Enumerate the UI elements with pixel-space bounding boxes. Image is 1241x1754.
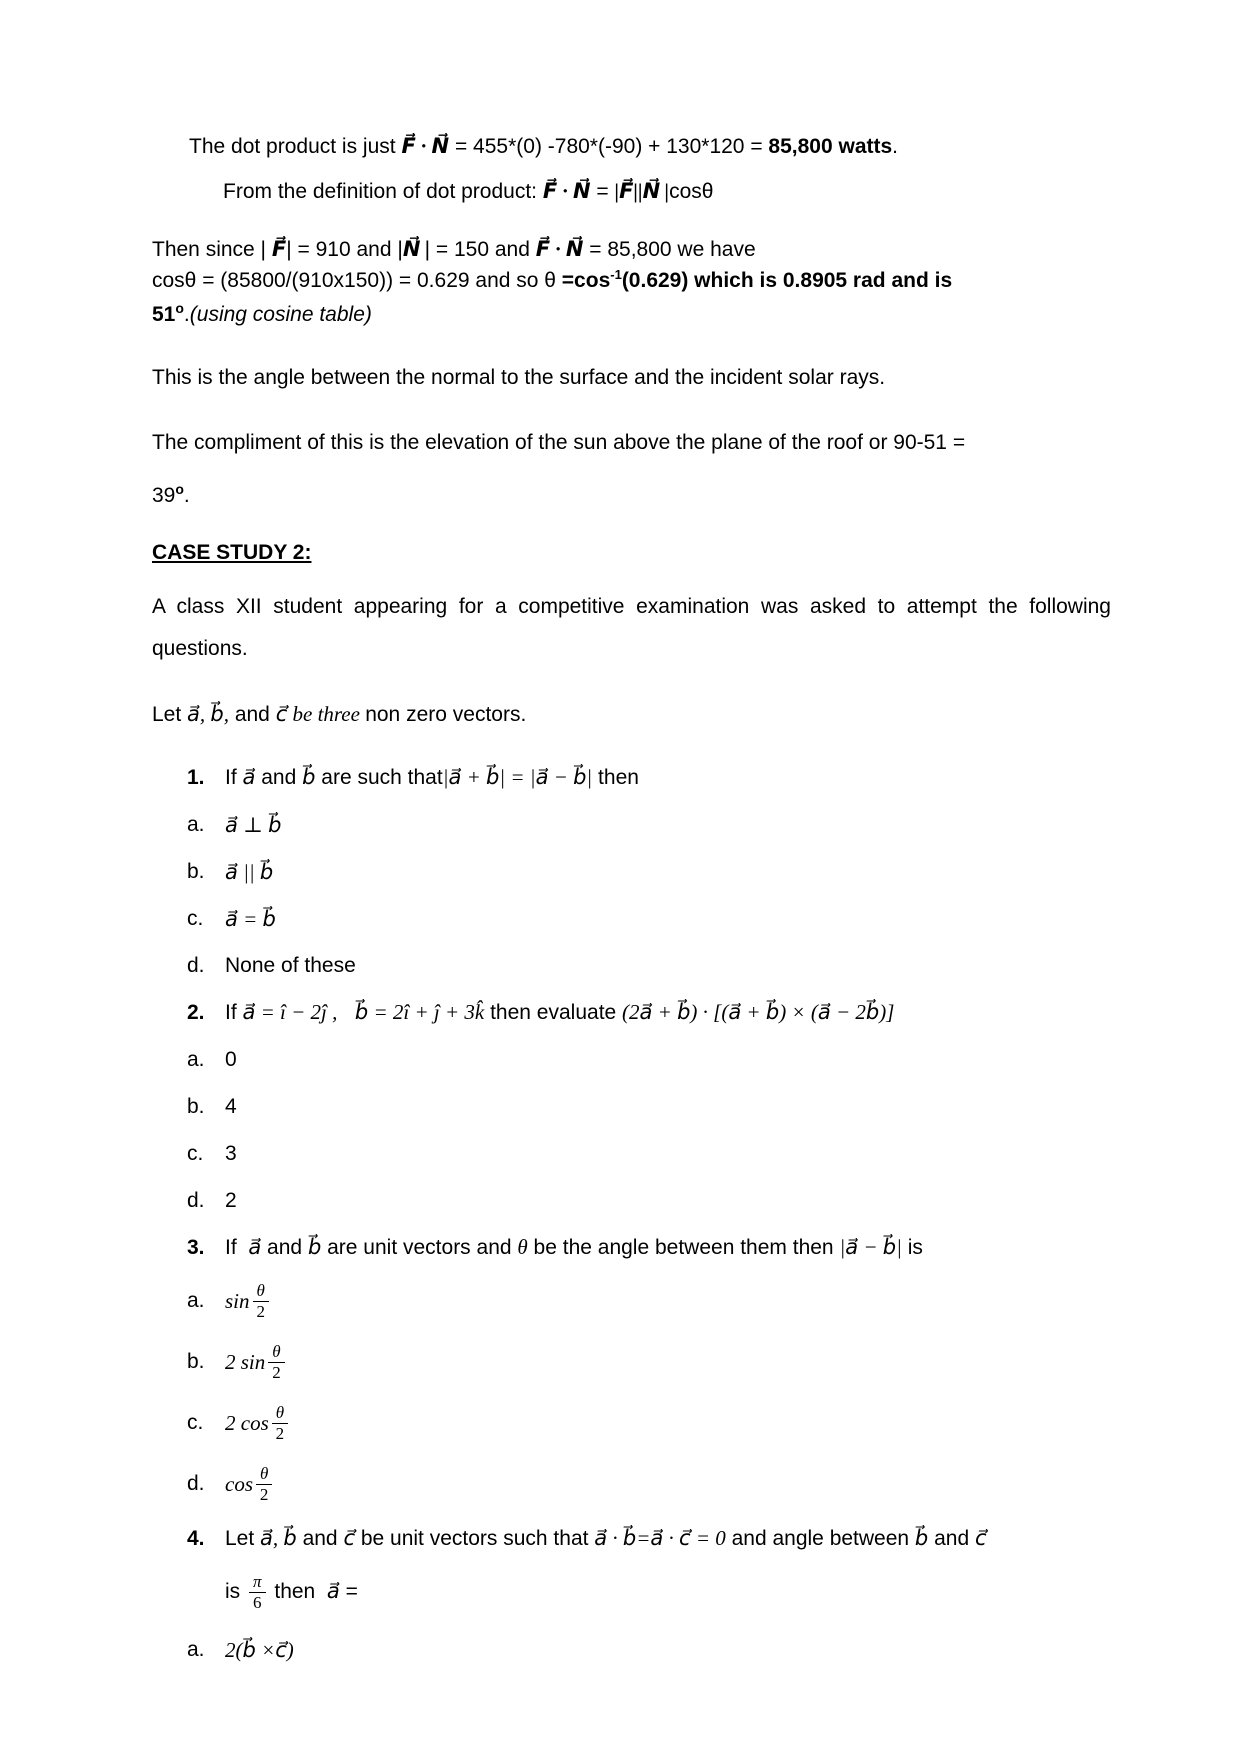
- text-run: Then since |: [152, 238, 272, 261]
- option-label: d.: [187, 1189, 205, 1212]
- line-51-degrees: [152, 296, 1111, 333]
- text-run: non zero vectors.: [365, 703, 527, 726]
- option-label: b.: [187, 860, 205, 883]
- math-run-b: b⃗: [914, 1526, 929, 1550]
- option-math: a⃗ = b⃗: [225, 907, 276, 931]
- text-run: cosθ: [669, 180, 714, 203]
- question-number: 3.: [187, 1236, 205, 1259]
- question-2-text: [187, 996, 1111, 1029]
- paragraph-definition: [223, 175, 1111, 208]
- option-label: c.: [187, 907, 204, 930]
- math-run-FN: F⃗ · N⃗: [535, 237, 584, 261]
- option-math: 2 cos: [225, 1411, 269, 1435]
- superscript-degree: o: [175, 300, 184, 316]
- text-run: and: [296, 1527, 344, 1550]
- fraction: [268, 1342, 284, 1383]
- italic-run-be-three: be three: [287, 702, 366, 726]
- math-run-ab: a⃗, b⃗: [260, 1526, 297, 1550]
- option-text: None of these: [225, 954, 356, 977]
- fraction-denominator: 2: [256, 1301, 265, 1321]
- option-row-d: [187, 1460, 1111, 1508]
- math-run-ab: a⃗, b⃗,: [187, 702, 229, 726]
- option-row-c: [187, 1138, 1111, 1170]
- option-label: d.: [187, 954, 205, 977]
- question-4-text: [187, 1522, 1111, 1555]
- option-label: c.: [187, 1411, 204, 1434]
- text-run: = 455*(0) -780*(-90) + 130*120 =: [449, 135, 769, 158]
- case-study-heading: CASE STUDY 2:: [152, 541, 312, 564]
- text-run: and angle between: [725, 1527, 915, 1550]
- fraction-numerator: θ: [256, 1464, 272, 1485]
- math-run-a: a⃗: [326, 1579, 340, 1603]
- bold-run-result: 85,800 watts: [768, 135, 893, 158]
- text-run: are such that: [315, 766, 443, 789]
- text-run: be unit vectors such that: [355, 1527, 595, 1550]
- line-costheta: [152, 265, 1111, 296]
- text-run: then: [592, 766, 639, 789]
- text-run: be the angle between them then: [527, 1236, 840, 1259]
- text-run: = 85,800 we have: [583, 238, 756, 261]
- text-run: If: [225, 766, 243, 789]
- line-39-degrees: [152, 469, 1111, 522]
- question-3-text: [187, 1231, 1111, 1264]
- fraction-denominator: 2: [275, 1423, 285, 1443]
- option-label: b.: [187, 1095, 205, 1118]
- bold-run-51: 51: [152, 303, 176, 326]
- option-math: a⃗ || b⃗: [225, 860, 274, 884]
- option-label: a.: [187, 1289, 205, 1312]
- math-run-a: a⃗: [248, 1235, 262, 1259]
- question-number: 1.: [187, 766, 205, 789]
- math-run-c: c⃗: [343, 1526, 355, 1550]
- question-1-text: [187, 761, 1111, 794]
- math-run-FN: F⃗ · N⃗: [401, 134, 450, 158]
- paragraph-compliment: [152, 416, 1111, 522]
- text-run: | = 910 and |: [286, 238, 403, 261]
- fraction-denominator: 2: [259, 1484, 269, 1504]
- paragraph-angle-normal: [152, 361, 1111, 394]
- text-run: then evaluate: [484, 1001, 623, 1024]
- paragraph-let-vectors: [152, 698, 1111, 731]
- text-run: [337, 1001, 355, 1024]
- math-run-a: a⃗: [242, 765, 256, 789]
- math-run-b: b⃗: [307, 1235, 322, 1259]
- fraction: [253, 1281, 269, 1322]
- option-row-d: [187, 1185, 1111, 1217]
- text-run: 39: [152, 484, 176, 507]
- text-run: This is the angle between the normal to the surface and the incident solar rays.: [152, 366, 886, 389]
- math-run-magnitude: |a⃗ − b⃗|: [839, 1235, 902, 1259]
- math-run-theta: θ: [517, 1235, 528, 1259]
- option-text: 4: [225, 1095, 237, 1118]
- text-run: =: [339, 1580, 358, 1603]
- text-run: is: [225, 1580, 246, 1603]
- text-run: and: [228, 703, 276, 726]
- option-row-c: [187, 1399, 1111, 1447]
- option-row-a: [187, 1044, 1111, 1076]
- text-run: .: [183, 303, 190, 326]
- paragraph-dot-product: [189, 130, 1111, 163]
- question-number: 2.: [187, 1001, 205, 1024]
- text-run: =: [590, 180, 615, 203]
- fraction-numerator: θ: [253, 1281, 269, 1302]
- fraction-denominator: 6: [253, 1592, 262, 1612]
- bold-text: (0.629) which is 0.8905 rad and is: [621, 269, 953, 292]
- option-row-b: [187, 856, 1111, 888]
- option-label: a.: [187, 813, 205, 836]
- paragraph-class-xii: A class XII student appearing for a competitive examination was asked to attempt the following questions.: [152, 595, 1111, 660]
- option-row-a: [187, 809, 1111, 841]
- option-text: 3: [225, 1142, 237, 1165]
- fraction: [256, 1464, 272, 1505]
- option-math: sin: [225, 1289, 250, 1313]
- option-label: d.: [187, 1472, 205, 1495]
- question-1: [187, 761, 1111, 982]
- option-math: 2 sin: [225, 1350, 266, 1374]
- line-then-since: [152, 234, 1111, 265]
- text-run: then: [268, 1580, 327, 1603]
- text-run: .: [892, 135, 899, 158]
- text-run: is: [901, 1236, 923, 1259]
- option-text: 0: [225, 1048, 237, 1071]
- option-label: b.: [187, 1350, 205, 1373]
- math-run-F: F⃗: [271, 237, 287, 261]
- option-text: 2: [225, 1189, 237, 1212]
- math-run-c: c⃗: [275, 702, 288, 726]
- option-row-d: [187, 950, 1111, 982]
- option-math: a⃗ ⊥ b⃗: [225, 813, 282, 837]
- math-run-equation: |a⃗ + b⃗| = |a⃗ − b⃗|: [442, 765, 593, 789]
- line-compliment: [152, 416, 1111, 469]
- question-3: [187, 1231, 1111, 1508]
- option-row-a: [187, 1634, 1111, 1666]
- text-run: .: [183, 484, 190, 507]
- superscript-inverse: -1: [610, 267, 622, 282]
- option-row-b: [187, 1091, 1111, 1123]
- fraction-denominator: 2: [272, 1362, 281, 1382]
- question-4-options: [187, 1634, 1111, 1666]
- text-run: | = 150 and: [424, 238, 536, 261]
- math-run-expression: (2a⃗ + b⃗) · [(a⃗ + b⃗) × (a⃗ − 2b⃗)]: [622, 1000, 895, 1024]
- question-4-text-line2: [187, 1569, 1111, 1614]
- question-4: [187, 1522, 1111, 1666]
- text-run: cosθ = (85800/(910x150)) = 0.629 and so θ: [152, 269, 562, 292]
- fraction-numerator: π: [249, 1572, 266, 1593]
- option-label: a.: [187, 1048, 205, 1071]
- fraction-pi-6: [249, 1572, 266, 1613]
- text-run: Let: [152, 703, 188, 726]
- math-run-magnitudes: |F⃗||N⃗ |: [614, 179, 670, 203]
- question-number: 4.: [187, 1527, 205, 1550]
- option-math: cos: [225, 1472, 253, 1496]
- text-run: The compliment of this is the elevation of the sun above the plane of the roof or 90-51 =: [152, 431, 966, 454]
- text-run: and: [255, 766, 303, 789]
- option-label: a.: [187, 1638, 205, 1661]
- math-run-b: b⃗: [302, 765, 316, 789]
- option-row-c: [187, 903, 1111, 935]
- text-run: are unit vectors and: [321, 1236, 518, 1259]
- math-run-N: N⃗: [402, 237, 425, 261]
- text-run: If: [225, 1236, 249, 1259]
- text-run: and: [928, 1527, 975, 1550]
- fraction-numerator: θ: [268, 1342, 284, 1363]
- question-3-options: [187, 1277, 1111, 1508]
- math-run-dot-products: a⃗ · b⃗=a⃗ · c⃗ = 0: [594, 1526, 726, 1550]
- fraction: [272, 1403, 288, 1444]
- math-run-a-def: a⃗ = î − 2ĵ ,: [242, 1000, 338, 1024]
- italic-run-cosine-table: (using cosine table): [189, 303, 372, 326]
- text-run: Let: [225, 1527, 261, 1550]
- math-run-c: c⃗: [974, 1526, 987, 1550]
- paragraph-then-since: [152, 234, 1111, 333]
- bold-text: =cos: [561, 269, 611, 292]
- option-label: c.: [187, 1142, 204, 1165]
- question-2: [187, 996, 1111, 1217]
- superscript-degree: o: [175, 481, 184, 497]
- bold-run: [562, 269, 952, 292]
- fraction-numerator: θ: [272, 1403, 288, 1424]
- option-row-a: [187, 1277, 1111, 1325]
- text-run: The dot product is just: [189, 135, 402, 158]
- question-1-options: [187, 809, 1111, 982]
- text-run: and: [261, 1236, 308, 1259]
- option-math: 2(b⃗ ×c⃗): [225, 1638, 294, 1662]
- math-run-b-def: b⃗ = 2î + ĵ + 3k̂: [354, 1000, 485, 1024]
- text-run: From the definition of dot product:: [223, 180, 543, 203]
- option-row-b: [187, 1338, 1111, 1386]
- text-run: If: [225, 1001, 243, 1024]
- math-run-FN: F⃗ · N⃗: [542, 179, 591, 203]
- question-2-options: [187, 1044, 1111, 1217]
